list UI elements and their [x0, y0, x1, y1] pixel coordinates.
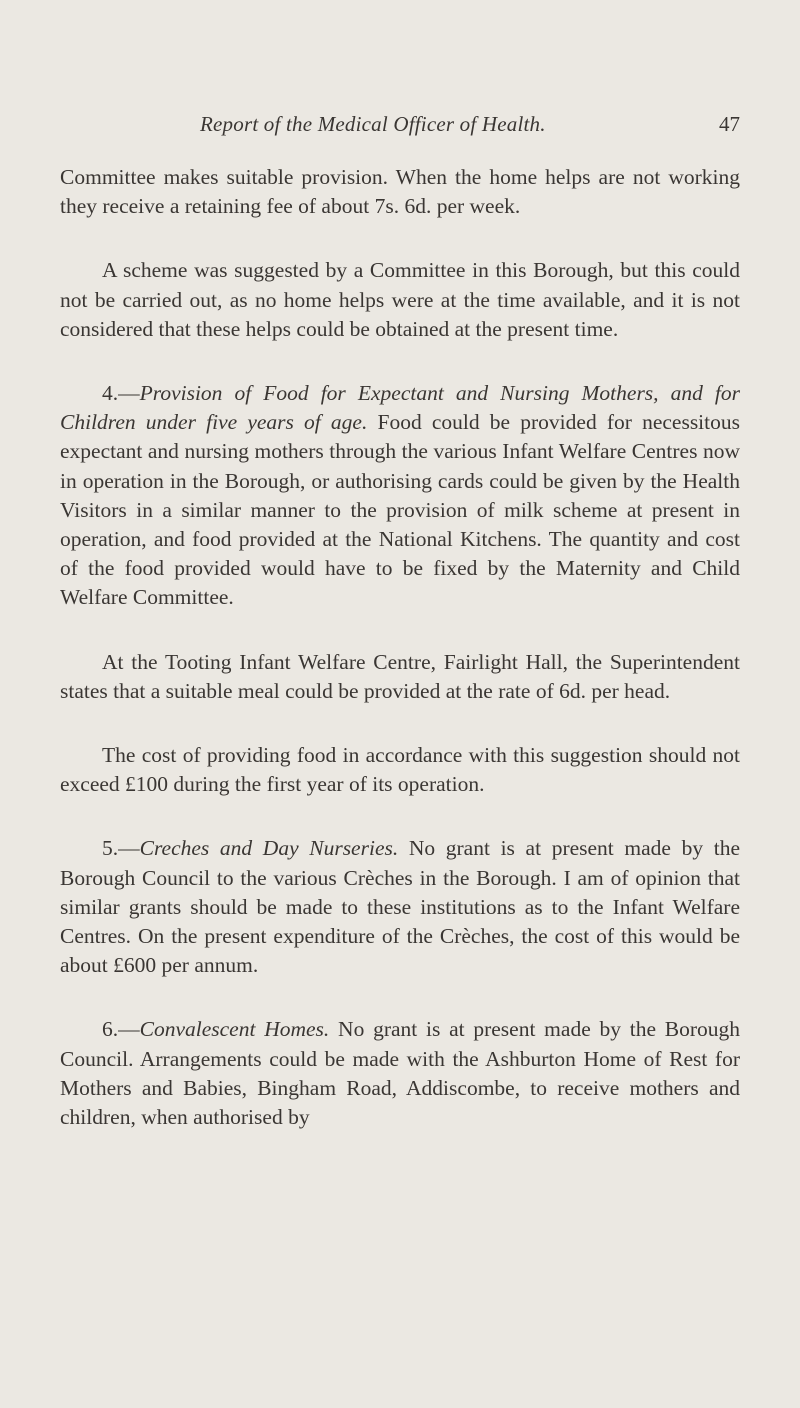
- paragraph-text: A scheme was suggested by a Committee in this Borough, but this could not be carried out, as no home helps were at the time available, and it is not considered that these helps could be obtained at the present time.: [60, 258, 740, 341]
- section-paragraph-6: [60, 1015, 740, 1132]
- section-number: 5.—: [102, 836, 140, 861]
- paragraph: [60, 648, 740, 706]
- paragraph-text: No grant is at present made by the Borough Council to the various Crèches in the Borough. I am of opinion that similar grants should be made to these institutions as to the Infant Welfare Centres. On the present expenditure of the Crèches, the cost of this would be about £600 per annum.: [60, 836, 740, 978]
- paragraph-text: Food could be provided for necessitous expectant and nursing mothers through the various Infant Welfare Centres now in operation in the Borough, or authorising cards could be given by the Health Visitors in a similar manner to the provision of milk scheme at present in operation, and food provided at the National Kitchens. The quantity and cost of the food provided would have to be fixed by the Maternity and Child Welfare Committee.: [60, 410, 741, 610]
- paragraph: [60, 741, 740, 799]
- paragraph: [60, 163, 740, 221]
- running-title: Report of the Medical Officer of Health.: [200, 112, 546, 136]
- paragraph-text: At the Tooting Infant Welfare Centre, Fairlight Hall, the Superintendent states that a suitable meal could be provided at the rate of 6d. per head.: [60, 649, 740, 703]
- section-paragraph-5: [60, 834, 740, 980]
- section-heading: Provision of Food for Expectant and Nursing Mothers, and for Children under five years of age.: [60, 381, 740, 435]
- section-paragraph-4: [60, 379, 740, 613]
- paragraph-text: Committee makes suitable provision. When the home helps are not working they receive a retaining fee of about 7s. 6d. per week.: [60, 165, 740, 219]
- page-number: 47: [719, 112, 740, 136]
- paragraph: [60, 256, 740, 344]
- page-header: [60, 112, 740, 142]
- section-number: 6.—: [102, 1017, 140, 1042]
- section-heading: Creches and Day Nurseries.: [139, 836, 399, 861]
- body-text: [60, 163, 740, 1167]
- paragraph-text: No grant is at present made by the Borough Council. Arrangements could be made with the Ashburton Home of Rest for Mothers and Babies, Bingham Road, Addiscombe, to receive mothers and children, when authorised by: [60, 1017, 740, 1130]
- section-number: 4.—: [102, 381, 140, 406]
- paragraph-text: The cost of providing food in accordance with this suggestion should not exceed £100 during the first year of its operation.: [60, 743, 740, 797]
- section-heading: Convalescent Homes.: [139, 1017, 330, 1042]
